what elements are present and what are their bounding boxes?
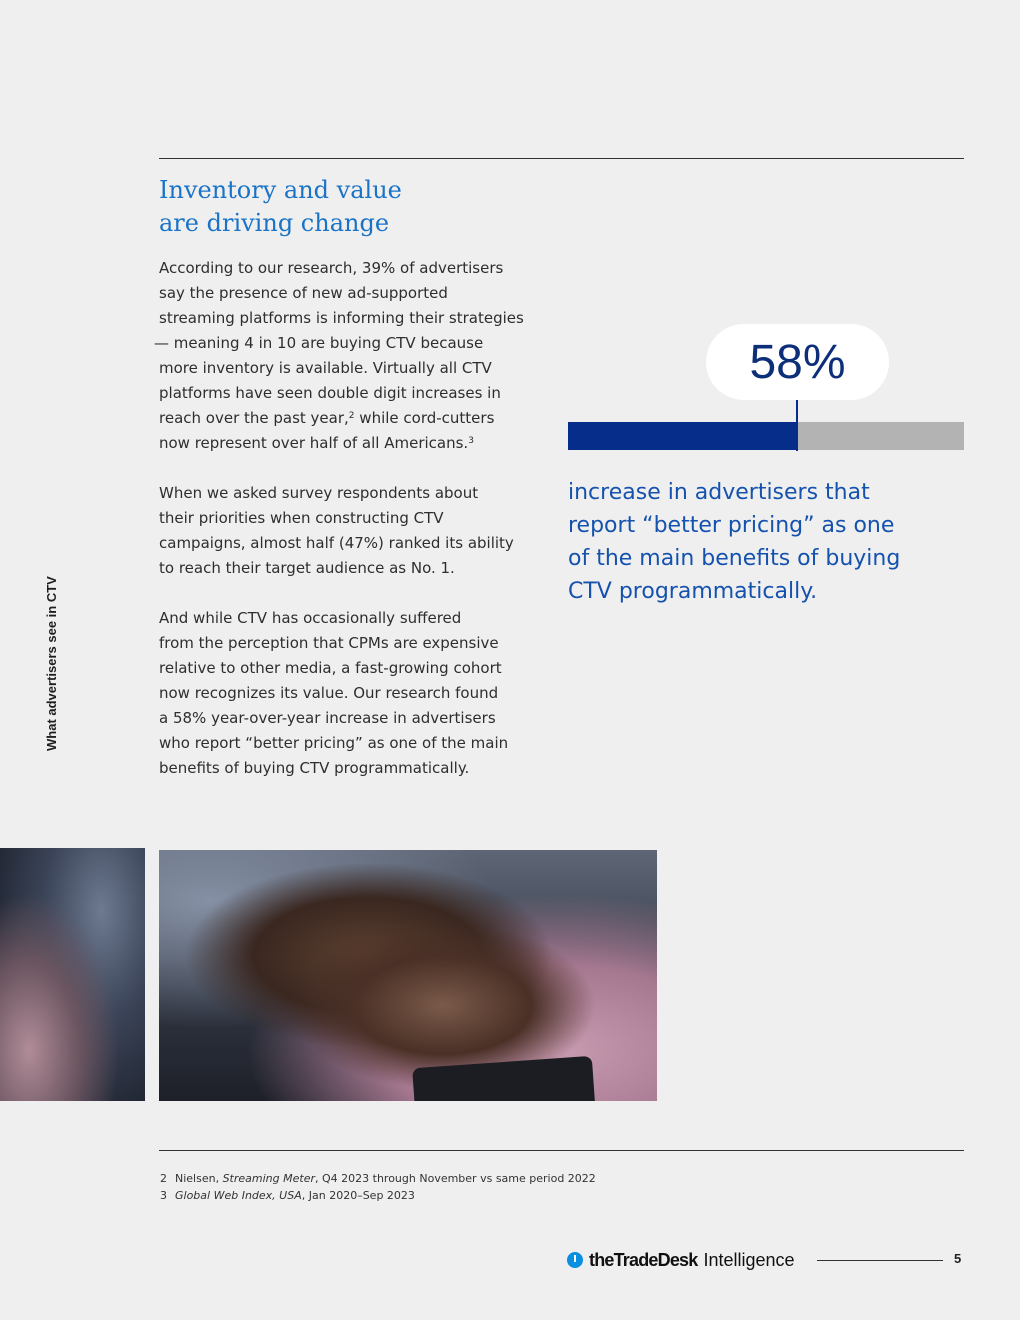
text-line: — meaning 4 in 10 are buying CTV because (154, 334, 484, 352)
text-line: say the presence of new ad-supported (159, 284, 448, 302)
text-line: campaigns, almost half (47%) ranked its ability (159, 534, 514, 552)
footnote-pre: Nielsen, (175, 1172, 223, 1185)
text-line (159, 431, 549, 456)
text-line: benefits of buying CTV programmatically. (159, 759, 470, 777)
text-line: a 58% year-over-year increase in advertisers (159, 709, 496, 727)
heading-line-1: Inventory and value (159, 176, 402, 204)
body-text (154, 256, 549, 806)
stat-progress-fill (568, 422, 798, 450)
text-line: to reach their target audience as No. 1. (159, 559, 455, 577)
footnote-2 (160, 1170, 960, 1187)
footnote-post: , Jan 2020–Sep 2023 (301, 1189, 415, 1202)
paragraph-2 (159, 481, 549, 581)
heading-line-2: are driving change (159, 209, 390, 237)
footer-divider (817, 1260, 943, 1261)
stat-progress-track (568, 422, 964, 450)
text-line: who report “better pricing” as one of the main (159, 734, 509, 752)
text-line: When we asked survey respondents about (159, 484, 479, 502)
text-line: relative to other media, a fast-growing cohort (159, 659, 502, 677)
footnote-divider (159, 1150, 964, 1151)
footnote-ref-3: 3 (468, 436, 474, 446)
text-line (159, 406, 549, 431)
text-line: streaming platforms is informing their strategies (159, 309, 524, 327)
paragraph-3 (159, 606, 549, 781)
text-fragment: reach over the past year, (159, 409, 349, 427)
footnote-italic: Global Web Index, USA (175, 1189, 302, 1202)
section-side-label: What advertisers see in CTV (44, 576, 59, 751)
footnotes (160, 1170, 960, 1204)
text-fragment: while cord-cutters (354, 409, 495, 427)
footnote-ref-2: 2 (348, 411, 355, 421)
caption-line: report “better pricing” as one (568, 513, 895, 538)
photo-mother-child-tablet (159, 850, 657, 1101)
footnote-number: 2 (160, 1172, 167, 1185)
footnote-text (175, 1187, 415, 1204)
brand-name: theTradeDesk (589, 1249, 698, 1270)
top-divider (159, 158, 964, 159)
caption-line: increase in advertisers that (568, 480, 870, 505)
text-line: their priorities when constructing CTV (159, 509, 444, 527)
text-line: According to our research, 39% of advertisers (159, 259, 504, 277)
section-heading (159, 174, 539, 240)
text-line: now recognizes its value. Our research found (159, 684, 499, 702)
page-number: 5 (954, 1251, 962, 1266)
paragraph-1 (154, 256, 549, 456)
photo-cropped-left (0, 848, 145, 1101)
footnote-text (175, 1170, 596, 1187)
tablet-in-photo (412, 1056, 596, 1101)
stat-marker-line (796, 400, 798, 451)
text-line: platforms have seen double digit increases in (159, 384, 501, 402)
power-icon (567, 1252, 583, 1268)
text-line: from the perception that CPMs are expensive (159, 634, 499, 652)
footnote-3 (160, 1187, 960, 1204)
caption-line: of the main benefits of buying (568, 546, 901, 571)
text-line: And while CTV has occasionally suffered (159, 609, 462, 627)
brand-subtitle: Intelligence (703, 1249, 795, 1270)
footnote-italic: Streaming Meter (222, 1172, 315, 1185)
text-line: more inventory is available. Virtually all CTV (159, 359, 492, 377)
text-fragment: now represent over half of all Americans. (159, 434, 469, 452)
footnote-post: , Q4 2023 through November vs same period 2022 (315, 1172, 596, 1185)
stat-value-bubble: 58% (706, 324, 889, 400)
stat-caption (568, 476, 968, 608)
caption-line: CTV programmatically. (568, 579, 818, 604)
footnote-number: 3 (160, 1189, 167, 1202)
brand-logo (567, 1249, 795, 1271)
